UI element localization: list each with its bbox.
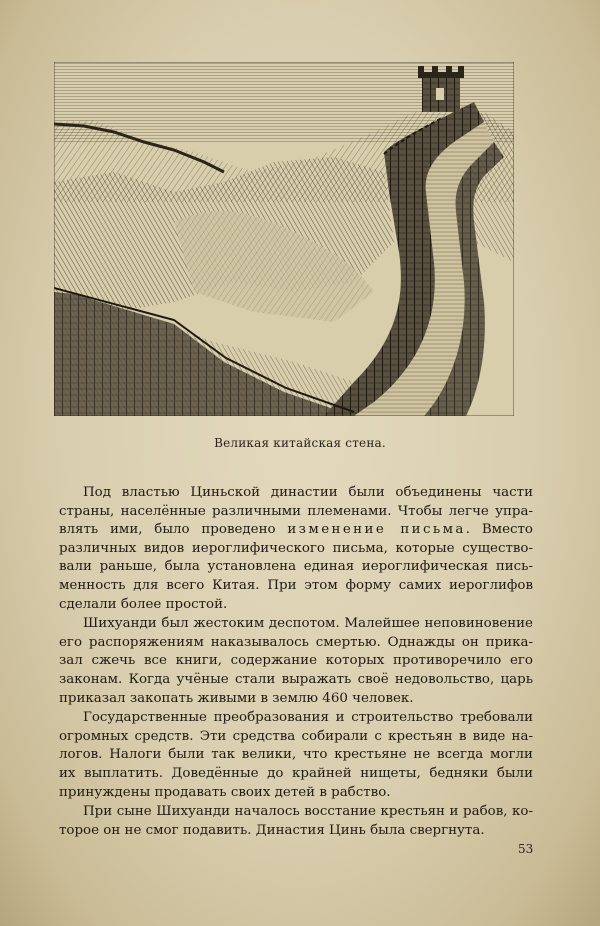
text-line: менность для всего Китая. При этом форму самих иероглифов (59, 577, 533, 593)
text-line: приказал закопать живыми в землю 460 человек. (59, 690, 414, 706)
text-line: торое он не смог подавить. Династия Цинь была свергнута. (59, 822, 485, 838)
text-line: При сыне Шихуанди началось восстание крестьян и рабов, ко- (83, 804, 533, 820)
great-wall-illustration (54, 62, 514, 416)
text-segment: влять ими, было проведено (59, 522, 276, 538)
text-line: принуждены продавать своих детей в рабство. (59, 784, 391, 800)
text-line: огромных средств. Эти средства собирали с крестьян в виде на- (59, 728, 533, 744)
text-segment: . Вместо (465, 522, 533, 538)
illustration-caption: Великая китайская стена. (214, 436, 386, 450)
text-line: его распоряжениям наказывалось смертью. Однажды он прика- (59, 634, 533, 650)
text-line: вали раньше, была установлена единая иероглифическая пись- (59, 559, 533, 575)
paragraph (59, 709, 533, 802)
emphasized-phrase: изменение письма (287, 522, 466, 538)
text-line: законам. Когда учёные стали выражать своё недовольство, царь (59, 671, 533, 687)
text-line: логов. Налоги были так велики, что крестьяне не всегда могли (59, 747, 533, 763)
text-line: различных видов иероглифического письма, которые существо- (59, 540, 533, 556)
text-line: страны, населённые различными племенами. Чтобы легче упра- (59, 503, 533, 519)
text-line (59, 521, 533, 540)
text-line: зал сжечь все книги, содержание которых противоречило его (59, 653, 533, 669)
text-line: Шихуанди был жестоким деспотом. Малейшее неповиновение (83, 616, 533, 632)
paragraph (59, 803, 533, 840)
text-line: Под властью Циньской династии были объединены части (83, 485, 533, 500)
paragraph (59, 484, 533, 614)
page-number: 53 (518, 842, 534, 856)
paragraph (59, 615, 533, 708)
text-line: сделали более простой. (59, 596, 228, 612)
body-text (59, 484, 533, 841)
text-line: их выплатить. Доведённые до крайней нищеты, бедняки были (59, 765, 533, 781)
text-line: Государственные преобразования и строительство требовали (83, 710, 533, 726)
